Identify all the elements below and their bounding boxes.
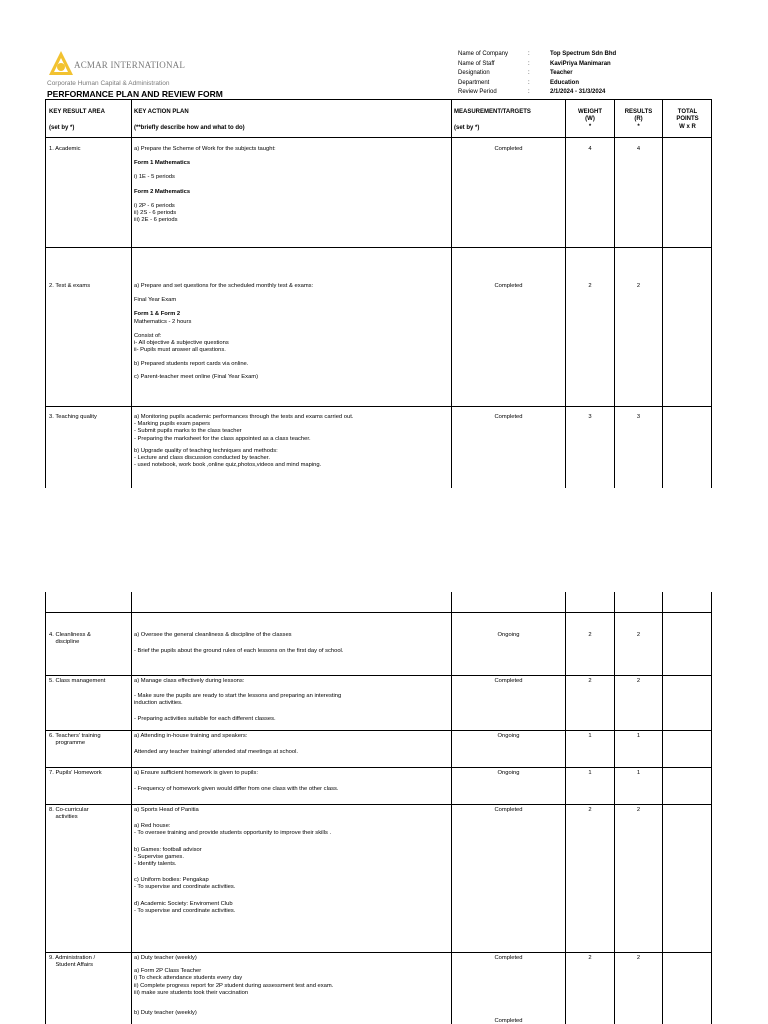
- header-kap-label: KEY ACTION PLAN: [134, 109, 189, 115]
- header-meas-sub: (set by *): [454, 125, 480, 132]
- measurement-value: Completed: [494, 414, 523, 420]
- info-value: 2/1/2024 - 31/3/2024: [550, 89, 606, 96]
- results-value: 2: [636, 807, 641, 813]
- kap-line: i- All objective & subjective questions: [134, 340, 229, 347]
- kap-line: Attended any teacher training/ attended staf meetings at school.: [134, 749, 299, 756]
- kra-cleanliness: [49, 632, 91, 646]
- info-value: Teacher: [550, 70, 573, 77]
- measurement-value: Completed: [494, 283, 523, 289]
- kap-line: - Preparing activities suitable for each different classes.: [134, 715, 276, 722]
- kap-line: c) Parent-teacher meet online (Final Year Exam): [134, 373, 259, 380]
- page-title: PERFORMANCE PLAN AND REVIEW FORM: [47, 89, 223, 99]
- kap-line: - To supervise and coordinate activities.: [134, 907, 236, 914]
- kra-class-management: 5. Class management: [49, 678, 106, 684]
- kap-line: - used notebook, work book ,online quiz,photos,videos and mind maping.: [134, 462, 322, 469]
- kap-line: induction activities.: [134, 700, 183, 707]
- weight-value: 2: [588, 632, 592, 638]
- info-label: Name of Staff: [458, 60, 495, 67]
- kap-line: a) Attending in-house training and speakers:: [134, 733, 248, 739]
- department-caption: Corporate Human Capital & Administration: [47, 80, 170, 87]
- kra-co-curricular: [49, 807, 89, 821]
- header-kra-label: KEY RESULT AREA: [49, 109, 105, 115]
- kap-line: Form 1 Mathematics: [134, 160, 191, 167]
- header-kap: [134, 109, 245, 133]
- info-value: Top Spectrum Sdn Bhd: [550, 51, 617, 57]
- results-value: 1: [636, 770, 641, 776]
- kra-line: discipline: [49, 639, 80, 646]
- kra-line: programme: [49, 740, 86, 747]
- kap-line: a) Form 2P Class Teacher: [134, 968, 202, 975]
- header-kap-sub: (**briefly describe how and what to do): [134, 125, 245, 132]
- kap-line: - Identify talents.: [134, 861, 177, 868]
- info-label: Name of Company: [458, 51, 509, 57]
- kap-line: b) Games: football advisor: [134, 846, 202, 853]
- info-row-staff: [458, 60, 616, 70]
- kra-line: Student Affairs: [49, 962, 94, 969]
- header-results-label: RESULTS: [624, 109, 653, 115]
- kap-line: i) 1E - 5 periods: [134, 174, 175, 181]
- kap-cleanliness: [134, 632, 448, 655]
- weight-value: 2: [588, 955, 592, 961]
- header-results: [615, 109, 662, 131]
- kap-line: a) Prepare and set questions for the scheduled monthly test & exams:: [134, 283, 314, 289]
- kra-teaching-quality: 3. Teaching quality: [49, 414, 97, 420]
- kap-teaching-quality: [134, 414, 448, 469]
- kap-line: - To supervise and coordinate activities.: [134, 884, 236, 891]
- info-row-company: [458, 50, 616, 60]
- header-weight-sub: (W): [585, 116, 595, 123]
- kap-line: - Preparing the marksheet for the class appointed as a class teacher.: [134, 435, 311, 442]
- kap-line: - Lecture and class discussion conducted by teacher.: [134, 455, 270, 462]
- measurement-value: Completed: [494, 807, 523, 813]
- header-results-sub: (R): [634, 116, 643, 123]
- kap-line: ii) Complete progress report for 2P student during assessment test and exam.: [134, 982, 334, 989]
- measurement-value-2: Completed: [494, 1018, 523, 1024]
- header-results-star: *: [637, 123, 640, 130]
- kap-line: a) Monitoring pupils academic performances through the tests and exams carried out.: [134, 414, 354, 420]
- weight-value: 4: [588, 146, 592, 152]
- kra-pupils-homework: 7. Pupils' Homework: [49, 770, 102, 776]
- info-value: Education: [550, 79, 580, 86]
- kap-line: b) Prepared students report cards via online.: [134, 361, 249, 368]
- kap-line: a) Red house:: [134, 823, 171, 830]
- kap-pupils-homework: [134, 770, 448, 793]
- info-row-review-period: [458, 88, 616, 98]
- info-separator: :: [528, 70, 530, 77]
- kap-line: - Make sure the pupils are ready to start the lessons and preparing an interesting: [134, 693, 342, 700]
- header-measurement: [454, 109, 531, 133]
- kap-line: a) Manage class effectively during lessons:: [134, 678, 245, 684]
- measurement-value: Completed: [494, 955, 523, 961]
- kap-line: Form 1 & Form 2: [134, 311, 181, 318]
- results-value: 1: [636, 733, 641, 739]
- kap-line: Final Year Exam: [134, 297, 177, 304]
- kap-line: b) Upgrade quality of teaching techniques and methods:: [134, 447, 278, 454]
- kap-line: - Brief the pupils about the ground rules of each lessons on the first day of school.: [134, 648, 344, 655]
- kra-academic: 1. Academic: [49, 146, 81, 152]
- kap-line: iii) 2E - 6 periods: [134, 217, 178, 224]
- header-meas-label: MEASUREMENT/TARGETS: [454, 109, 531, 115]
- weight-value: 3: [588, 414, 592, 420]
- header-kra: [49, 109, 105, 133]
- kap-line: ii- Pupils must answer all questions.: [134, 347, 226, 354]
- kap-line: a) Duty teacher (weekly): [134, 955, 197, 961]
- performance-table-page-1: [45, 99, 712, 488]
- kap-line: a) Prepare the Scheme of Work for the subjects taught:: [134, 146, 276, 152]
- staff-info: [458, 50, 616, 98]
- kap-administration: [134, 955, 448, 1017]
- results-value: 2: [636, 283, 641, 289]
- kap-line: iii) make sure students took their vaccination: [134, 989, 249, 996]
- kra-line: 8. Co-curricular: [49, 807, 89, 813]
- measurement-value: Ongoing: [497, 733, 520, 739]
- kap-co-curricular: [134, 807, 448, 915]
- measurement-value: Ongoing: [497, 770, 520, 776]
- kap-line: a) Ensure sufficient homework is given to pupils:: [134, 770, 258, 776]
- weight-value: 2: [588, 807, 592, 813]
- weight-value: 2: [588, 678, 592, 684]
- info-separator: :: [528, 79, 530, 86]
- weight-value: 1: [588, 733, 592, 739]
- kap-line: - Submit pupils marks to the class teacher: [134, 428, 242, 435]
- results-value: 2: [636, 678, 641, 684]
- kap-line: a) Sports Head of Panitia: [134, 807, 199, 813]
- kra-line: 4. Cleanliness &: [49, 632, 91, 638]
- info-label: Department: [458, 79, 490, 86]
- info-label: Designation: [458, 70, 490, 77]
- kap-academic: [134, 146, 448, 224]
- kap-line: - Frequency of homework given would differ from one class with the other class.: [134, 786, 339, 793]
- kap-test-exams: [134, 283, 448, 381]
- kap-line: b) Duty teacher (weekly): [134, 1010, 197, 1017]
- info-row-designation: [458, 69, 616, 79]
- info-separator: :: [528, 60, 530, 67]
- weight-value: 2: [588, 283, 592, 289]
- kra-administration: [49, 955, 95, 969]
- kap-line: Form 2 Mathematics: [134, 188, 191, 195]
- header-total: [663, 109, 712, 131]
- kap-class-management: [134, 678, 448, 723]
- kap-line: d) Academic Society: Enviroment Club: [134, 900, 233, 907]
- company-brand: ACMAR INTERNATIONAL: [74, 60, 186, 70]
- performance-table-page-2: [45, 592, 712, 1024]
- kra-line: activities: [49, 814, 78, 821]
- kap-line: a) Oversee the general cleanliness & discipline of the classes: [134, 632, 292, 638]
- kap-line: i) 2P - 6 periods: [134, 202, 175, 209]
- kap-line: Consist of:: [134, 332, 162, 339]
- kra-teachers-training: [49, 733, 101, 747]
- kap-line: c) Uniform bodies: Pengakap: [134, 877, 209, 884]
- header-kra-sub: (set by *): [49, 125, 75, 132]
- company-logo-icon: [48, 50, 74, 76]
- header-weight-star: *: [588, 123, 592, 130]
- measurement-value: Completed: [494, 678, 523, 684]
- header-weight: [566, 109, 614, 131]
- kra-line: 6. Teachers' training: [49, 733, 101, 739]
- header-total-label-2: POINTS: [676, 116, 699, 123]
- info-value: KaviPriya Manimaran: [550, 60, 611, 67]
- measurement-value: Completed: [494, 146, 523, 152]
- info-separator: :: [528, 89, 530, 96]
- kap-teachers-training: [134, 733, 448, 756]
- kap-line: Mathematics - 2 hours: [134, 318, 192, 325]
- weight-value: 1: [588, 770, 592, 776]
- kap-line: - Marking pupils exam papers: [134, 421, 211, 428]
- results-value: 2: [636, 632, 641, 638]
- info-separator: :: [528, 51, 530, 57]
- results-value: 2: [636, 955, 641, 961]
- results-value: 4: [636, 146, 641, 152]
- header-total-label-3: W x R: [679, 123, 696, 130]
- kap-line: ii) 2S - 6 periods: [134, 210, 177, 217]
- measurement-value: Ongoing: [497, 632, 520, 638]
- info-row-department: [458, 79, 616, 89]
- kra-line: 9. Administration /: [49, 955, 96, 961]
- kap-line: i) To check attendance students every day: [134, 975, 243, 982]
- kap-line: - To oversee training and provide students opportunity to improve their skills .: [134, 830, 332, 837]
- kap-line: - Supervise games.: [134, 853, 184, 860]
- header-weight-label: WEIGHT: [578, 109, 602, 115]
- kra-test-exams: 2. Test & exams: [49, 283, 91, 289]
- results-value: 3: [636, 414, 641, 420]
- info-label: Review Period: [458, 89, 497, 96]
- header-total-label: TOTAL: [677, 109, 698, 115]
